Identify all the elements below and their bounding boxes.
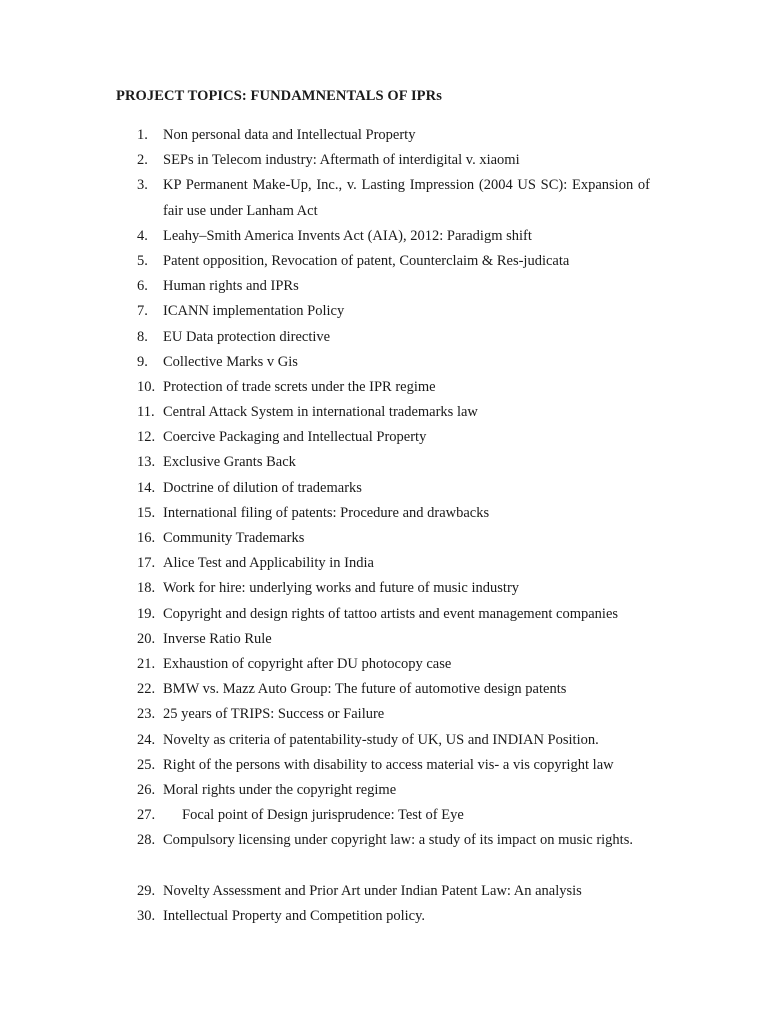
list-item-text: Exclusive Grants Back [163,454,296,471]
document-title: PROJECT TOPICS: FUNDAMNENTALS OF IPRs [116,88,442,104]
list-item-text: Non personal data and Intellectual Property [163,127,416,143]
list-item-number: 22. [137,681,156,698]
list-item-text: Community Trademarks [163,530,305,547]
list-item [0,753,768,778]
list-item-number: 19. [137,605,156,622]
list-item-text: Collective Marks v Gis [163,353,298,370]
list-item-number: 25. [137,756,156,773]
list-item [0,879,768,904]
list-item-number: 29. [137,882,156,899]
list-item-text: Human rights and IPRs [163,278,299,295]
list-item [0,325,768,350]
list-item-number: 10. [137,378,156,395]
list-item [0,450,768,475]
list-item-number: 1. [137,127,148,143]
list-item [0,778,768,803]
list-item [0,501,768,526]
list-item-text: Inverse Ratio Rule [163,630,272,647]
list-item-number: 21. [137,655,156,672]
list-item-text: Coercive Packaging and Intellectual Property [163,429,427,446]
list-item-number: 13. [137,454,156,471]
list-item [0,526,768,551]
list-item-number: 11. [137,404,155,421]
list-item [0,123,768,148]
list-item-text: Alice Test and Applicability in India [163,555,374,572]
list-item-text: EU Data protection directive [163,328,331,345]
list-item-text: Compulsory licensing under copyright law: a study of its impact on music rights. [163,832,633,849]
list-item [0,249,768,274]
list-item-text: Novelty Assessment and Prior Art under Indian Patent Law: An analysis [163,882,582,899]
list-item-text: Focal point of Design jurisprudence: Test of Eye [182,807,464,824]
list-item [0,400,768,425]
list-item [0,602,768,627]
list-item [0,274,768,299]
list-item [0,350,768,375]
list-item-text: Right of the persons with disability to access material vis- a vis copyright law [163,756,614,773]
list-item-text: Work for hire: underlying works and future of music industry [163,580,520,597]
list-item-text: KP Permanent Make-Up, Inc., v. Lasting Impression (2004 US SC): Expansion of fair use under Lanham Act [163,177,650,219]
list-item-text: Central Attack System in international trademarks law [163,404,478,421]
list-item-number: 6. [137,278,148,295]
list-item-text: 25 years of TRIPS: Success or Failure [163,706,385,723]
list-item-text: BMW vs. Mazz Auto Group: The future of automotive design patents [163,681,567,698]
list-item [0,375,768,400]
list-item [0,299,768,324]
list-item-number: 26. [137,781,156,798]
list-item [0,828,768,878]
list-item-number: 2. [137,152,148,169]
list-item-number: 23. [137,706,156,723]
list-item-number: 9. [137,353,148,370]
list-item-text: Exhaustion of copyright after DU photocopy case [163,655,452,672]
list-item-text: Novelty as criteria of patentability-study of UK, US and INDIAN Position. [163,731,599,748]
list-item-number: 30. [137,907,156,924]
list-item [0,148,768,173]
list-item [0,425,768,450]
list-item-text: Moral rights under the copyright regime [163,781,397,798]
list-item-number: 28. [137,832,156,849]
list-item-number: 24. [137,731,156,748]
list-item-text: Protection of trade screts under the IPR regime [163,378,436,395]
list-item [0,173,768,223]
list-item [0,904,768,929]
list-item-text: Copyright and design rights of tattoo artists and event management companies [163,605,619,622]
list-item [0,677,768,702]
list-item [0,576,768,601]
list-item-text: Doctrine of dilution of trademarks [163,479,362,496]
list-item [0,627,768,652]
list-item-number: 17. [137,555,156,572]
list-item [0,702,768,727]
list-item-number: 18. [137,580,156,597]
list-item [0,551,768,576]
list-item [0,224,768,249]
project-topic-list [0,123,768,929]
list-item-text: SEPs in Telecom industry: Aftermath of interdigital v. xiaomi [163,152,520,169]
list-item-number: 8. [137,328,148,345]
list-item [0,728,768,753]
list-item-number: 5. [137,252,148,269]
list-item-number: 4. [137,227,148,244]
list-item-number: 14. [137,479,156,496]
list-item-text: Intellectual Property and Competition policy. [163,907,426,924]
list-item-number: 27. [137,807,156,824]
list-item-number: 3. [137,177,148,194]
list-item-number: 20. [137,630,156,647]
list-item [0,652,768,677]
list-item-number: 7. [137,303,148,320]
list-item-text: Leahy–Smith America Invents Act (AIA), 2012: Paradigm shift [163,227,532,244]
list-item-number: 15. [137,504,156,521]
list-item-number: 12. [137,429,156,446]
list-item-text: Patent opposition, Revocation of patent, Counterclaim & Res-judicata [163,252,570,269]
list-item [0,476,768,501]
list-item-text: ICANN implementation Policy [163,303,345,320]
list-item [0,803,768,828]
list-item-number: 16. [137,530,156,547]
list-item-text: International filing of patents: Procedure and drawbacks [163,504,490,521]
